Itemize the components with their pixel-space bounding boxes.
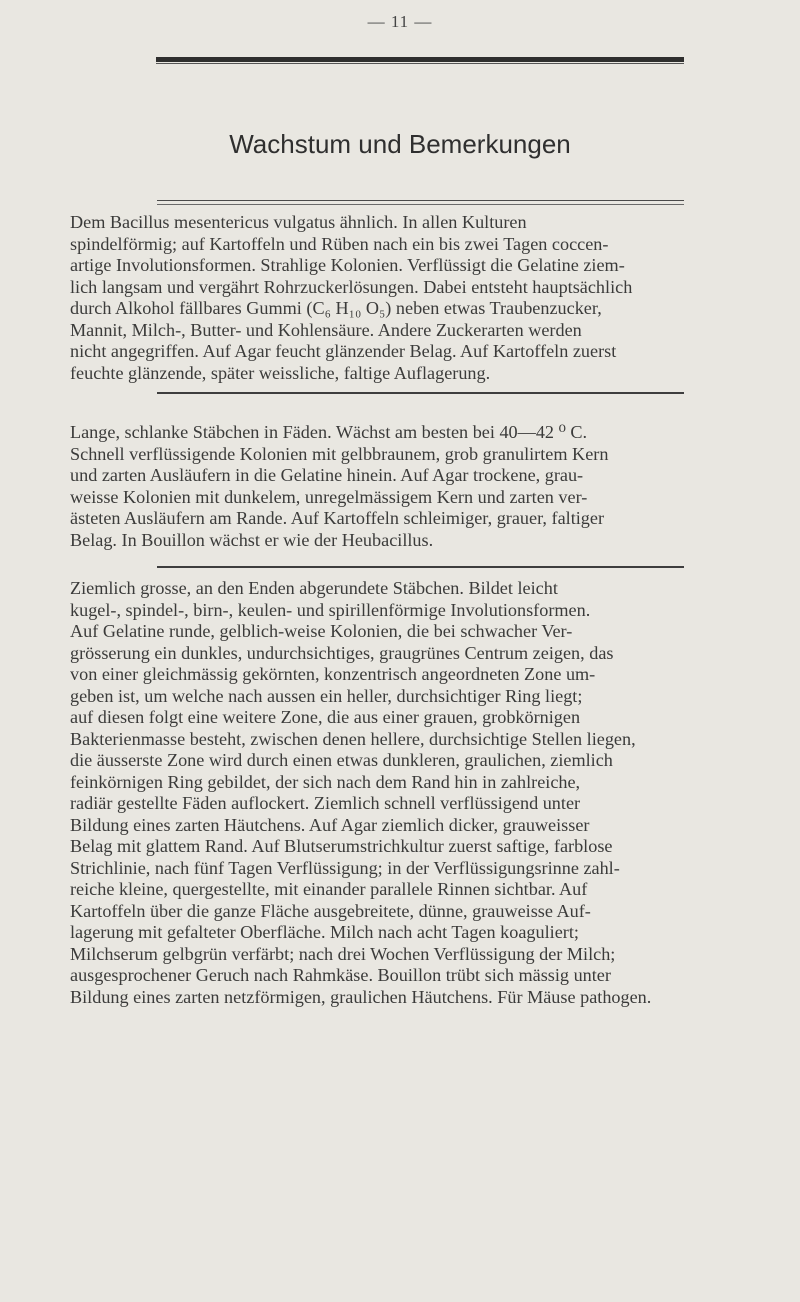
text-line: kugel-, spindel-, birn-, keulen- und spirillenförmige Involutionsformen. <box>70 599 591 620</box>
text-line: feuchte glänzende, später weissliche, faltige Auflagerung. <box>70 362 491 383</box>
top-rule <box>156 57 684 62</box>
text-line: Bildung eines zarten Häutchens. Auf Agar ziemlich dicker, grauweisser <box>70 814 590 835</box>
text-line: geben ist, um welche nach aussen ein heller, durchsichtiger Ring liegt; <box>70 685 583 706</box>
page-number: — 11 — <box>367 12 433 31</box>
section-2-paragraph <box>70 422 710 551</box>
text-line: Strichlinie, nach fünf Tagen Verflüssigung; in der Verflüssigungsrinne zahl- <box>70 857 620 878</box>
text-line: durch Alkohol fällbares Gummi (C₆ H₁₀ O₅) neben etwas Traubenzucker, <box>70 298 602 318</box>
text-line: Milchserum gelbgrün verfärbt; nach drei Wochen Verflüssigung der Milch; <box>70 943 616 964</box>
section-rule-2 <box>157 566 684 568</box>
section-2 <box>70 422 710 551</box>
column-rule <box>157 200 684 201</box>
text-line: Lange, schlanke Stäbchen in Fäden. Wächst am besten bei 40—42 ⁰ C. <box>70 422 588 442</box>
page-heading: Wachstum und Bemerkungen <box>229 129 571 159</box>
section-1 <box>70 212 710 384</box>
text-line: ausgesprochener Geruch nach Rahmkäse. Bouillon trübt sich mässig unter <box>70 965 611 985</box>
text-line: nicht angegriffen. Auf Agar feucht glänzender Belag. Auf Kartoffeln zuerst <box>70 341 617 361</box>
section-rule-1 <box>157 392 684 394</box>
text-line: und zarten Ausläufern in die Gelatine hinein. Auf Agar trockene, grau- <box>70 465 584 485</box>
text-line: Belag mit glattem Rand. Auf Blutserumstrichkultur zuerst saftige, farblose <box>70 836 613 856</box>
text-line: Auf Gelatine runde, gelblich-weise Kolonien, die bei schwacher Ver- <box>70 621 573 641</box>
text-line: radiär gestellte Fäden auflockert. Ziemlich schnell verflüssigend unter <box>70 793 581 813</box>
text-line: reiche kleine, quergestellte, mit einander parallele Rinnen sichtbar. Auf <box>70 879 588 899</box>
text-line: lagerung mit gefalteter Oberfläche. Milch nach acht Tagen koaguliert; <box>70 922 579 942</box>
text-line: feinkörnigen Ring gebildet, der sich nach dem Rand hin in zahlreiche, <box>70 771 581 792</box>
text-line: weisse Kolonien mit dunkelem, unregelmässigem Kern und zarten ver- <box>70 486 588 507</box>
section-3-paragraph <box>70 578 710 1008</box>
text-line: Schnell verflüssigende Kolonien mit gelbbraunem, grob granulirtem Kern <box>70 443 609 464</box>
text-line: Ziemlich grosse, an den Enden abgerundete Stäbchen. Bildet leicht <box>70 578 558 598</box>
text-line: Belag. In Bouillon wächst er wie der Heubacillus. <box>70 529 434 550</box>
text-line: spindelförmig; auf Kartoffeln und Rüben nach ein bis zwei Tagen coccen- <box>70 233 609 254</box>
text-line: ästeten Ausläufern am Rande. Auf Kartoffeln schleimiger, grauer, faltiger <box>70 508 605 528</box>
text-line: Bakterienmasse besteht, zwischen denen hellere, durchsichtige Stellen liegen, <box>70 728 636 749</box>
section-3 <box>70 578 710 1008</box>
text-line: artige Involutionsformen. Strahlige Kolonien. Verflüssigt die Gelatine ziem- <box>70 255 625 275</box>
text-line: von einer gleichmässig gekörnten, konzentrisch angeordneten Zone um- <box>70 664 596 684</box>
text-line: Kartoffeln über die ganze Fläche ausgebreitete, dünne, grauweisse Auf- <box>70 900 591 921</box>
text-line: Mannit, Milch-, Butter- und Kohlensäure. Andere Zuckerarten werden <box>70 319 582 340</box>
text-line: lich langsam und vergährt Rohrzuckerlösungen. Dabei entsteht hauptsächlich <box>70 276 633 297</box>
section-1-paragraph <box>70 212 710 384</box>
text-line: Dem Bacillus mesentericus vulgatus ähnlich. In allen Kulturen <box>70 212 527 232</box>
column-rule-secondary <box>157 204 684 205</box>
text-line: grösserung ein dunkles, undurchsichtiges, graugrünes Centrum zeigen, das <box>70 642 614 663</box>
top-rule-thin <box>156 63 684 64</box>
text-line: die äusserste Zone wird durch einen etwas dunkleren, graulichen, ziemlich <box>70 750 613 770</box>
text-line: auf diesen folgt eine weitere Zone, die aus einer grauen, grobkörnigen <box>70 707 581 727</box>
text-line: Bildung eines zarten netzförmigen, graulichen Häutchens. Für Mäuse pathogen. <box>70 986 652 1007</box>
